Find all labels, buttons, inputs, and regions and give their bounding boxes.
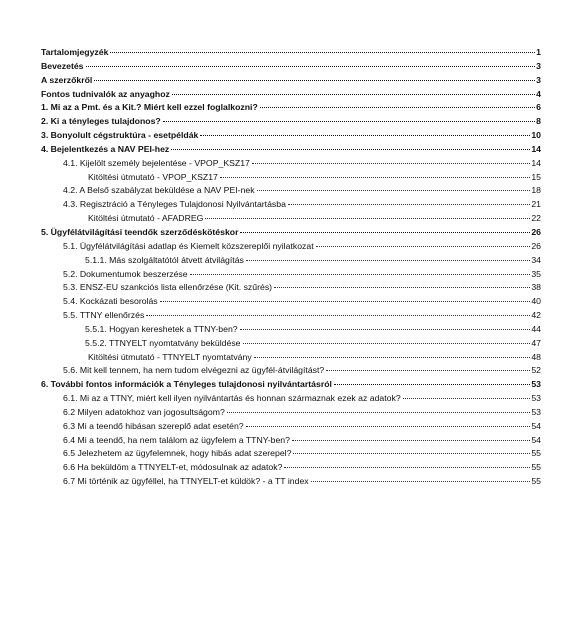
toc-entry-title: Fontos tudnivalók az anyaghoz: [41, 88, 170, 99]
toc-entry-title: 6. További fontos információk a Tényleges tulajdonosi nyilvántartásról: [41, 379, 332, 390]
toc-entry[interactable]: [41, 88, 541, 102]
toc-entry-title: Tartalomjegyzék: [41, 47, 109, 57]
toc-entry[interactable]: [41, 295, 541, 309]
toc-entry[interactable]: [41, 60, 541, 74]
toc-entry-page-number: 26: [531, 226, 541, 237]
toc-entry-page-number: 52: [531, 365, 541, 376]
toc-entry[interactable]: [41, 184, 541, 198]
toc-entry-title: 2. Ki a tényleges tulajdonos?: [41, 116, 161, 127]
dot-leader: [220, 177, 530, 178]
toc-entry[interactable]: [41, 226, 541, 240]
toc-entry-page-number: 10: [531, 130, 541, 141]
dot-leader: [110, 52, 535, 53]
toc-entry-title: 6.2 Milyen adatokhoz van jogosultságom?: [63, 406, 225, 417]
toc-entry[interactable]: [41, 420, 541, 434]
toc-entry-page-number: 48: [531, 351, 541, 362]
toc-entry-title: 4.1. Kijelölt személy bejelentése - VPOP_KSZ17: [63, 157, 250, 168]
toc-entry-title: Kitöltési útmutató - TTNYELT nyomtatvány: [88, 351, 252, 362]
toc-entry-page-number: 21: [531, 199, 541, 210]
dot-leader: [243, 343, 531, 344]
toc-entry[interactable]: [41, 268, 541, 282]
dot-leader: [326, 370, 530, 371]
toc-entry[interactable]: [41, 46, 541, 60]
toc-entry[interactable]: [41, 447, 541, 461]
dot-leader: [288, 204, 530, 205]
dot-leader: [227, 412, 531, 413]
toc-entry[interactable]: [41, 74, 541, 88]
toc-entry-title: Kitöltési útmutató - VPOP_KSZ17: [88, 171, 218, 182]
toc-entry-title: 5.2. Dokumentumok beszerzése: [63, 268, 188, 279]
dot-leader: [200, 135, 530, 136]
toc-entry-title: 5.5. TTNY ellenőrzés: [63, 310, 145, 321]
dot-leader: [146, 315, 530, 316]
toc-entry-title: 5.5.1. Hogyan kereshetek a TTNY-ben?: [85, 323, 238, 334]
toc-entry-title: Kitöltési útmutató - AFADREG: [88, 213, 204, 224]
dot-leader: [274, 287, 530, 288]
dot-leader: [94, 80, 535, 81]
toc-entry[interactable]: [41, 115, 541, 129]
dot-leader: [172, 94, 535, 95]
toc-entry-title: 5.1.1. Más szolgáltatótól átvett átvilágítás: [85, 254, 244, 265]
toc-entry-page-number: 4: [536, 88, 541, 99]
toc-entry-page-number: 14: [531, 157, 541, 168]
toc-entry-page-number: 1: [536, 47, 541, 57]
toc-entry[interactable]: [41, 406, 541, 420]
toc-entry-title: 4.3. Regisztráció a Tényleges Tulajdonosi Nyilvántartásba: [63, 199, 286, 210]
dot-leader: [240, 329, 531, 330]
toc-entry-page-number: 3: [536, 74, 541, 85]
toc-entry-page-number: 55: [531, 462, 541, 473]
toc-entry-title: 1. Mi az a Pmt. és a Kit.? Miért kell ezzel foglalkozni?: [41, 102, 258, 113]
toc-entry[interactable]: [41, 337, 541, 351]
dot-leader: [171, 149, 530, 150]
dot-leader: [311, 481, 531, 482]
toc-entry[interactable]: [41, 392, 541, 406]
toc-entry[interactable]: [41, 434, 541, 448]
dot-leader: [260, 107, 535, 108]
dot-leader: [257, 190, 531, 191]
toc-entry-title: 5.4. Kockázati besorolás: [63, 296, 158, 307]
toc-entry[interactable]: [41, 281, 541, 295]
toc-entry-page-number: 55: [531, 448, 541, 459]
dot-leader: [292, 440, 530, 441]
toc-entry-page-number: 38: [531, 282, 541, 293]
dot-leader: [334, 384, 530, 385]
toc-entry-title: 6.5 Jelezhetem az ügyfelemnek, hogy hibás adat szerepel?: [63, 448, 292, 459]
toc-entry-page-number: 15: [531, 171, 541, 182]
dot-leader: [403, 398, 531, 399]
toc-entry-title: 5. Ügyfélátvilágítási teendők szerződéskötéskor: [41, 226, 239, 237]
toc-entry-page-number: 18: [531, 185, 541, 196]
dot-leader: [240, 232, 530, 233]
toc-entry-page-number: 34: [531, 254, 541, 265]
toc-entry[interactable]: [41, 143, 541, 157]
table-of-contents: [41, 46, 541, 489]
toc-entry-title: 6.3 Mi a teendő hibásan szereplő adat esetén?: [63, 420, 244, 431]
toc-entry-page-number: 55: [531, 476, 541, 487]
toc-entry-page-number: 8: [536, 116, 541, 127]
toc-entry-page-number: 54: [531, 434, 541, 445]
toc-entry-page-number: 54: [531, 420, 541, 431]
toc-entry[interactable]: [41, 475, 541, 489]
toc-entry-page-number: 44: [531, 323, 541, 334]
toc-entry[interactable]: [41, 212, 541, 226]
toc-entry-page-number: 47: [531, 337, 541, 348]
toc-entry[interactable]: [41, 254, 541, 268]
dot-leader: [254, 357, 531, 358]
toc-entry-title: A szerzőkről: [41, 74, 93, 85]
toc-entry-page-number: 26: [531, 240, 541, 251]
toc-entry-title: 5.1. Ügyfélátvilágítási adatlap és Kiemelt közszereplői nyilatkozat: [63, 240, 314, 251]
toc-entry[interactable]: [41, 309, 541, 323]
dot-leader: [284, 467, 530, 468]
dot-leader: [205, 218, 530, 219]
dot-leader: [190, 274, 531, 275]
toc-entry-title: 4.2. A Belső szabályzat beküldése a NAV PEI-nek: [63, 185, 255, 196]
toc-entry[interactable]: [41, 240, 541, 254]
toc-entry-page-number: 53: [531, 406, 541, 417]
toc-entry-page-number: 6: [536, 102, 541, 113]
toc-entry-page-number: 42: [531, 310, 541, 321]
toc-entry-page-number: 40: [531, 296, 541, 307]
dot-leader: [160, 301, 531, 302]
toc-entry[interactable]: [41, 129, 541, 143]
toc-entry-title: 5.5.2. TTNYELT nyomtatvány beküldése: [85, 337, 241, 348]
toc-entry-title: 5.3. ENSZ-EU szankciós lista ellenőrzése (Kit. szűrés): [63, 282, 273, 293]
toc-entry-page-number: 53: [531, 379, 541, 390]
toc-entry[interactable]: [41, 198, 541, 212]
toc-entry-page-number: 14: [531, 143, 541, 154]
dot-leader: [246, 260, 530, 261]
toc-entry-page-number: 35: [531, 268, 541, 279]
toc-entry-title: 3. Bonyolult cégstruktúra - esetpéldák: [41, 130, 199, 141]
dot-leader: [293, 453, 530, 454]
toc-entry-title: Bevezetés: [41, 60, 84, 71]
toc-entry-page-number: 53: [531, 393, 541, 404]
toc-entry[interactable]: [41, 461, 541, 475]
toc-entry[interactable]: [41, 378, 541, 392]
dot-leader: [252, 163, 530, 164]
dot-leader: [246, 426, 531, 427]
toc-entry[interactable]: [41, 171, 541, 185]
toc-entry[interactable]: [41, 364, 541, 378]
toc-entry-page-number: 22: [531, 213, 541, 224]
dot-leader: [316, 246, 531, 247]
toc-entry[interactable]: [41, 351, 541, 365]
toc-entry-title: 6.1. Mi az a TTNY, miért kell ilyen nyilvántartás és honnan származnak ezek az adatok?: [63, 393, 401, 404]
toc-entry-page-number: 3: [536, 60, 541, 71]
toc-entry-title: 4. Bejelentkezés a NAV PEI-hez: [41, 143, 170, 154]
dot-leader: [86, 66, 536, 67]
toc-entry-title: 5.6. Mit kell tennem, ha nem tudom elvégezni az ügyfél-átvilágítást?: [63, 365, 325, 376]
toc-entry[interactable]: [41, 323, 541, 337]
toc-entry-title: 6.6 Ha beküldöm a TTNYELT-et, módosulnak az adatok?: [63, 462, 283, 473]
toc-entry[interactable]: [41, 157, 541, 171]
dot-leader: [163, 121, 535, 122]
toc-entry-title: 6.7 Mi történik az ügyféllel, ha TTNYELT-et küldök? - a TT index: [63, 476, 309, 487]
toc-entry[interactable]: [41, 101, 541, 115]
toc-entry-title: 6.4 Mi a teendő, ha nem találom az ügyfelem a TTNY-ben?: [63, 434, 290, 445]
